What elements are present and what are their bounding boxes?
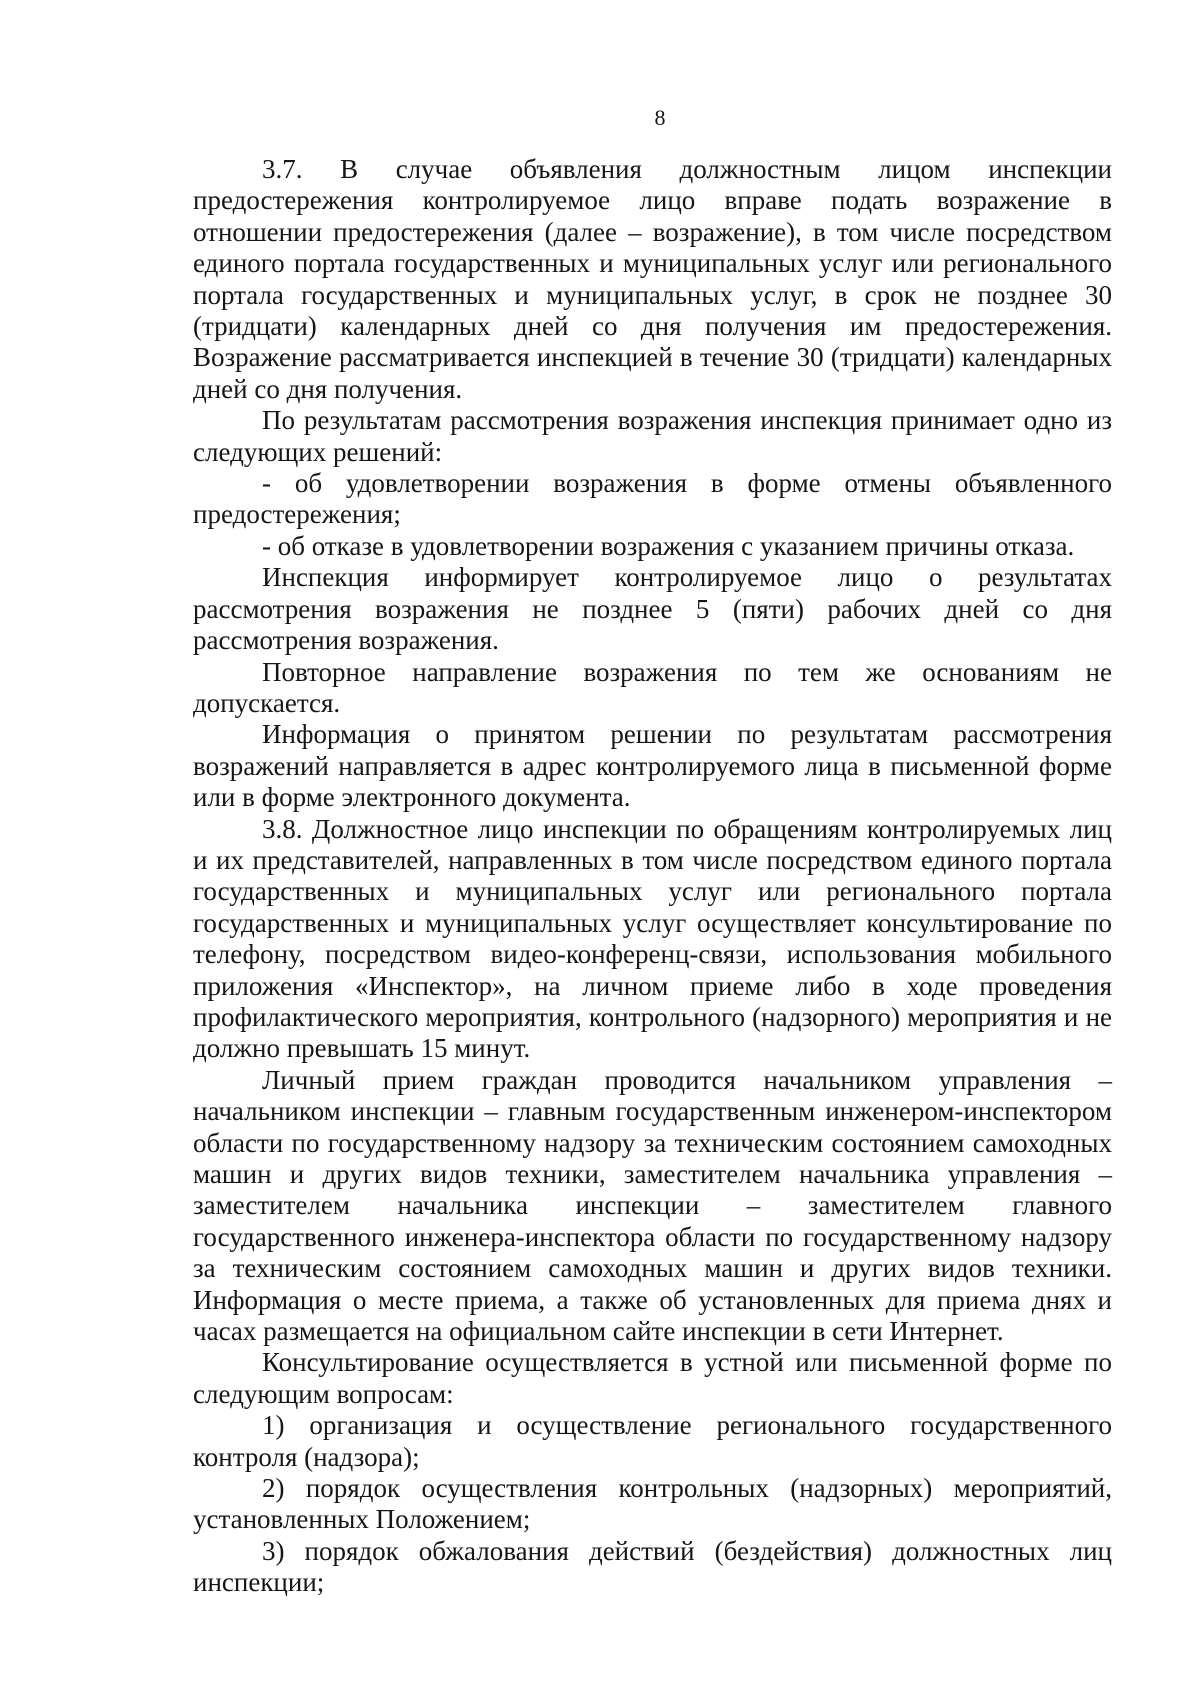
paragraph-decisions-intro: По результатам рассмотрения возражения инспекция принимает одно из следующих решений: xyxy=(193,405,1112,467)
paragraph-decision-reject: - об отказе в удовлетворении возражения с указанием причины отказа. xyxy=(262,530,1075,561)
paragraph-3-8: 3.8. Должностное лицо инспекции по обращениям контролируемых лиц и их представителей, направленных в том числе посредством единого портала государственных и муниципальных услуг или регионального портала государственных и муниципальных услуг осуществляет консультирование по телефону, посредством видео-конференц-связи, использования мобильного приложения «Инспектор», на личном приеме либо в ходе проведения профилактического мероприятия, контрольного (надзорного) мероприятия и не должно превышать 15 минут. xyxy=(193,813,1112,1064)
list-item-2: 2) порядок осуществления контрольных (надзорных) мероприятий, установленных Положением; xyxy=(193,1473,1112,1535)
list-item-3: 3) порядок обжалования действий (бездействия) должностных лиц инспекции; xyxy=(193,1535,1112,1598)
paragraph-personal-reception: Личный прием граждан проводится начальником управления – начальником инспекции – главным государственным инженером-инспектором области по государственному надзору за техническим состоянием самоходных машин и других видов техники, заместителем начальника управления – заместителем начальника инспекции – заместителем главного государственного инженера-инспектора области по государственному надзору за техническим состоянием самоходных машин и других видов техники. Информация о месте приема, а также об установленных для приема днях и часах размещается на официальном сайте инспекции в сети Интернет. xyxy=(193,1064,1112,1347)
page-number: 8 xyxy=(654,105,666,130)
paragraph-3-7: 3.7. В случае объявления должностным лицом инспекции предостережения контролируемое лицо вправе подать возражение в отношении предостережения (далее – возражение), в том числе посредством единого портала государственных и муниципальных услуг или регионального портала государственных и муниципальных услуг, в срок не позднее 30 (тридцати) календарных дней со дня получения им предостережения. Возражение рассматривается инспекцией в течение 30 (тридцати) календарных дней со дня получения. xyxy=(193,154,1112,404)
paragraph-consultation-intro: Консультирование осуществляется в устной или письменной форме по следующим вопросам: xyxy=(193,1347,1112,1409)
paragraph-repeat-not-allowed: Повторное направление возражения по тем же основаниям не допускается. xyxy=(193,656,1112,718)
paragraph-decision-delivery: Информация о принятом решении по результатам рассмотрения возражений направляется в адрес контролируемого лица в письменной форме или в форме электронного документа. xyxy=(193,719,1112,813)
list-item-1: 1) организация и осуществление регионального государственного контроля (надзора); xyxy=(193,1410,1112,1472)
paragraph-inform-result: Инспекция информирует контролируемое лицо о результатах рассмотрения возражения не позднее 5 (пяти) рабочих дней со дня рассмотрения возражения. xyxy=(193,562,1112,656)
document-body xyxy=(193,154,1112,1599)
paragraph-decision-approve: - об удовлетворении возражения в форме отмены объявленного предостережения; xyxy=(193,468,1112,530)
